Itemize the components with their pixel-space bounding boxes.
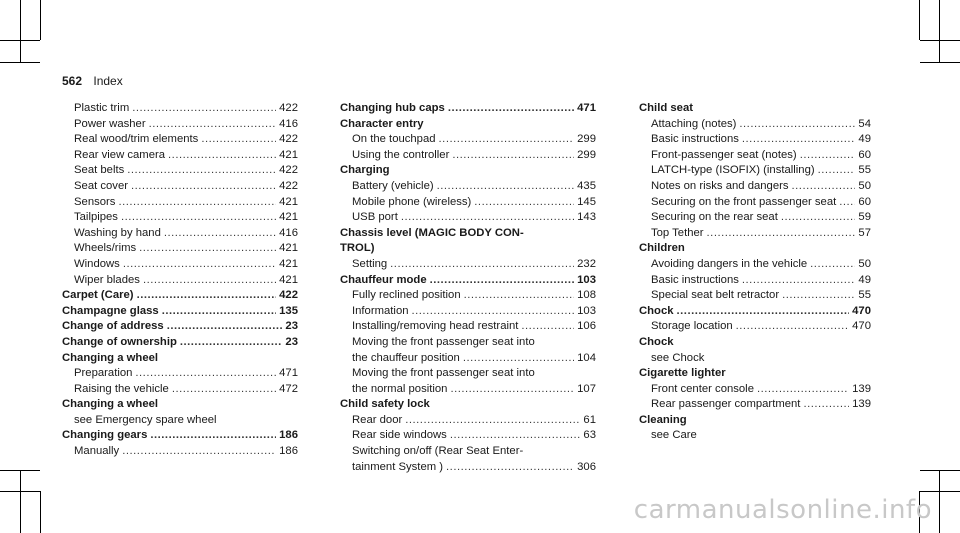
index-heading: Charging — [340, 164, 390, 177]
dot-leader — [452, 148, 574, 164]
dot-leader — [137, 288, 277, 304]
page-reference[interactable]: 139 — [852, 382, 871, 395]
index-subentry[interactable] — [340, 413, 596, 429]
index-subentry-line: Moving the front passenger seat into — [352, 367, 535, 380]
entry-label: Front-passenger seat (notes) — [651, 148, 797, 161]
dot-leader — [800, 148, 856, 164]
entry-label: Change of address — [62, 320, 164, 333]
dot-leader — [677, 304, 850, 320]
page-reference[interactable]: 145 — [577, 195, 596, 208]
dot-leader — [405, 413, 580, 429]
crop-mark — [0, 62, 40, 63]
page-reference[interactable]: 135 — [279, 304, 298, 317]
page-reference[interactable]: 103 — [577, 273, 596, 286]
index-heading-entry[interactable] — [62, 428, 298, 444]
page-reference[interactable]: 108 — [577, 289, 596, 302]
dot-leader — [439, 132, 575, 148]
index-subentry[interactable] — [340, 288, 596, 304]
index-subentry[interactable] — [340, 351, 596, 367]
page-reference[interactable]: 422 — [279, 289, 298, 302]
dot-leader — [839, 195, 855, 211]
dot-leader — [464, 288, 575, 304]
page-reference[interactable]: 416 — [279, 226, 298, 239]
entry-label: Rear view camera — [74, 148, 166, 161]
index-subentry[interactable] — [340, 132, 596, 148]
page-reference[interactable]: 106 — [577, 320, 596, 333]
entry-label: Chock — [639, 304, 674, 317]
entry-label: Attaching (notes) — [651, 117, 737, 130]
entry-label: Wiper blades — [74, 273, 140, 286]
dot-leader — [742, 273, 856, 289]
dot-leader — [781, 210, 856, 226]
dot-leader — [818, 163, 856, 179]
index-subentry[interactable] — [62, 163, 298, 179]
dot-leader — [123, 257, 276, 273]
dot-leader — [149, 117, 277, 133]
page-reference[interactable]: 63 — [583, 429, 596, 442]
entry-label: Seat belts — [74, 164, 125, 177]
dot-leader — [127, 163, 276, 179]
dot-leader — [131, 179, 276, 195]
index-subentry[interactable] — [340, 382, 596, 398]
see-reference[interactable]: see Emergency spare wheel — [74, 413, 217, 426]
crop-mark — [919, 0, 920, 40]
page-reference[interactable]: 49 — [858, 133, 871, 146]
index-heading: TROL) — [340, 242, 375, 255]
index-subentry-line: Switching on/off (Rear Seat Enter- — [352, 445, 524, 458]
dot-leader — [139, 241, 276, 257]
page-reference[interactable]: 421 — [279, 242, 298, 255]
index-subentry[interactable] — [62, 273, 298, 289]
dot-leader — [437, 179, 575, 195]
index-subentry[interactable] — [340, 195, 596, 211]
page-reference[interactable]: 306 — [577, 460, 596, 473]
entry-label: Mobile phone (wireless) — [352, 195, 472, 208]
index-heading: Cleaning — [639, 413, 687, 426]
dot-leader — [122, 444, 276, 460]
index-subentry[interactable] — [62, 179, 298, 195]
page-reference[interactable]: 60 — [858, 195, 871, 208]
dot-leader — [521, 319, 574, 335]
dot-leader — [167, 319, 283, 335]
index-heading-entry[interactable] — [62, 335, 298, 351]
page-reference[interactable]: 143 — [577, 211, 596, 224]
dot-leader — [390, 257, 574, 273]
entry-label: Securing on the front passenger seat — [651, 195, 837, 208]
entry-label: Manually — [74, 445, 120, 458]
crop-mark — [920, 62, 960, 63]
page-reference[interactable]: 435 — [577, 179, 596, 192]
page-reference[interactable]: 55 — [858, 289, 871, 302]
page-reference[interactable]: 59 — [858, 211, 871, 224]
entry-label: Battery (vehicle) — [352, 179, 434, 192]
entry-label: Front center console — [651, 382, 754, 395]
page-reference[interactable]: 421 — [279, 148, 298, 161]
index-heading-entry[interactable] — [340, 273, 596, 289]
crop-mark — [939, 470, 940, 533]
page-reference[interactable]: 49 — [858, 273, 871, 286]
entry-label: Champagne glass — [62, 304, 159, 317]
entry-label: Wheels/rims — [74, 242, 137, 255]
page-reference[interactable]: 470 — [852, 304, 871, 317]
dot-leader — [450, 382, 574, 398]
dot-leader — [180, 335, 283, 351]
entry-label: tainment System ) — [352, 460, 444, 473]
index-subentry[interactable] — [340, 319, 596, 335]
crop-mark — [20, 470, 21, 533]
entry-label: Seat cover — [74, 179, 129, 192]
index-subentry[interactable] — [340, 179, 596, 195]
dot-leader — [164, 226, 276, 242]
dot-leader — [412, 304, 575, 320]
entry-label: Changing hub caps — [340, 102, 445, 114]
dot-leader — [401, 210, 574, 226]
entry-label: Power washer — [74, 117, 146, 130]
page-reference[interactable]: 421 — [279, 211, 298, 224]
entry-label: Raising the vehicle — [74, 382, 169, 395]
entry-label: Fully reclined position — [352, 289, 461, 302]
entry-label: Windows — [74, 257, 120, 270]
entry-label: Carpet (Care) — [62, 289, 134, 302]
page-reference[interactable]: 139 — [852, 398, 871, 411]
index-subentry[interactable] — [62, 132, 298, 148]
dot-leader — [118, 195, 276, 211]
index-subentry[interactable] — [639, 210, 871, 226]
index-subentry[interactable] — [639, 163, 871, 179]
dot-leader — [757, 382, 849, 398]
index-column-3 — [639, 101, 871, 444]
index-subentry[interactable] — [62, 226, 298, 242]
index-subentry[interactable] — [62, 241, 298, 257]
entry-label: Installing/removing head restraint — [352, 320, 519, 333]
page-reference[interactable]: 422 — [279, 102, 298, 114]
page-reference[interactable]: 23 — [285, 320, 298, 333]
dot-leader — [150, 428, 276, 444]
entry-label: Real wood/trim elements — [74, 133, 199, 146]
entry-label: Change of ownership — [62, 335, 177, 348]
index-heading-entry[interactable] — [639, 304, 871, 320]
index-subentry[interactable] — [340, 148, 596, 164]
page-reference[interactable]: 421 — [279, 257, 298, 270]
dot-leader — [742, 132, 856, 148]
dot-leader — [707, 226, 856, 242]
dot-leader — [168, 148, 276, 164]
dot-leader — [463, 351, 574, 367]
entry-label: Plastic trim — [74, 102, 130, 114]
entry-label: Securing on the rear seat — [651, 211, 778, 224]
page-reference[interactable]: 299 — [577, 148, 596, 161]
entry-label: Rear passenger compartment — [651, 398, 801, 411]
page-header — [62, 74, 123, 88]
index-subentry[interactable] — [639, 273, 871, 289]
entry-label: Changing gears — [62, 429, 148, 442]
page-reference[interactable]: 186 — [279, 429, 298, 442]
entry-label: Tailpipes — [74, 211, 118, 224]
index-heading: Children — [639, 242, 685, 255]
dot-leader — [132, 101, 276, 117]
index-column-1 — [62, 101, 298, 460]
index-subentry[interactable] — [340, 210, 596, 226]
see-reference[interactable]: see Chock — [651, 351, 705, 364]
dot-leader — [803, 397, 849, 413]
dot-leader — [782, 288, 855, 304]
entry-label: the normal position — [352, 382, 448, 395]
page-number: 562 — [62, 74, 83, 88]
index-subentry[interactable] — [639, 397, 871, 413]
index-subentry[interactable] — [639, 288, 871, 304]
entry-label: LATCH-type (ISOFIX) (installing) — [651, 164, 815, 177]
page-reference[interactable]: 470 — [852, 320, 871, 333]
index-subentry[interactable] — [639, 319, 871, 335]
see-reference[interactable]: see Care — [651, 429, 697, 442]
page-reference[interactable]: 54 — [858, 117, 871, 130]
page-reference[interactable]: 186 — [279, 445, 298, 458]
entry-label: Rear door — [352, 413, 403, 426]
index-subentry[interactable] — [639, 382, 871, 398]
dot-leader — [739, 117, 855, 133]
dot-leader — [143, 273, 276, 289]
index-heading: Chassis level (MAGIC BODY CON- — [340, 226, 524, 239]
index-heading: Changing a wheel — [62, 351, 159, 364]
page-reference[interactable]: 421 — [279, 195, 298, 208]
index-subentry[interactable] — [62, 148, 298, 164]
entry-label: On the touchpad — [352, 133, 436, 146]
index-subentry[interactable] — [639, 117, 871, 133]
page-reference[interactable]: 23 — [285, 335, 298, 348]
crop-mark — [20, 0, 21, 62]
page-reference[interactable]: 57 — [858, 226, 871, 239]
index-subentry[interactable] — [639, 148, 871, 164]
crop-mark — [40, 0, 41, 40]
dot-leader — [736, 319, 849, 335]
index-column-2 — [340, 101, 596, 475]
dot-leader — [162, 304, 276, 320]
index-subentry[interactable] — [639, 226, 871, 242]
page-reference[interactable]: 61 — [583, 413, 596, 426]
page-reference[interactable]: 471 — [279, 367, 298, 380]
index-subentry[interactable] — [62, 366, 298, 382]
index-subentry[interactable] — [340, 304, 596, 320]
dot-leader — [121, 210, 276, 226]
crop-mark — [0, 470, 40, 471]
section-title: Index — [93, 74, 123, 88]
crop-mark — [920, 40, 960, 41]
index-subentry[interactable] — [340, 257, 596, 273]
page-reference[interactable]: 55 — [858, 164, 871, 177]
entry-label: Storage location — [651, 320, 733, 333]
dot-leader — [448, 101, 574, 117]
page-reference[interactable]: 232 — [577, 257, 596, 270]
entry-label: Basic instructions — [651, 273, 739, 286]
index-heading-entry[interactable] — [62, 319, 298, 335]
index-subentry[interactable] — [62, 210, 298, 226]
crop-mark — [40, 491, 41, 533]
crop-mark — [920, 491, 960, 492]
dot-leader — [135, 366, 276, 382]
entry-label: Special seat belt retractor — [651, 289, 780, 302]
index-subentry[interactable] — [62, 444, 298, 460]
index-subentry-line: Moving the front passenger seat into — [352, 335, 535, 348]
page-reference[interactable]: 107 — [577, 382, 596, 395]
page-reference[interactable]: 471 — [577, 102, 596, 114]
index-heading: Child seat — [639, 102, 693, 114]
dot-leader — [446, 460, 574, 476]
index-heading: Child safety lock — [340, 398, 430, 411]
index-subentry[interactable] — [62, 117, 298, 133]
watermark: carmanualsonline.info — [633, 495, 932, 525]
entry-label: Basic instructions — [651, 133, 739, 146]
crop-mark — [920, 470, 960, 471]
index-subentry[interactable] — [639, 132, 871, 148]
dot-leader — [450, 428, 581, 444]
page-reference[interactable]: 103 — [577, 304, 596, 317]
page-reference[interactable]: 472 — [279, 382, 298, 395]
entry-label: Washing by hand — [74, 226, 161, 239]
page-reference[interactable]: 104 — [577, 351, 596, 364]
index-heading-entry[interactable] — [340, 101, 596, 117]
index-heading-entry[interactable] — [62, 288, 298, 304]
index-subentry[interactable] — [639, 179, 871, 195]
entry-label: Top Tether — [651, 226, 704, 239]
index-subentry[interactable] — [62, 257, 298, 273]
page-reference[interactable]: 50 — [858, 179, 871, 192]
page-reference[interactable]: 422 — [279, 179, 298, 192]
index-subentry[interactable] — [62, 382, 298, 398]
entry-label: USB port — [352, 211, 398, 224]
index-subentry[interactable] — [639, 257, 871, 273]
index-heading: Cigarette lighter — [639, 367, 726, 380]
page-reference[interactable]: 416 — [279, 117, 298, 130]
entry-label: Avoiding dangers in the vehicle — [651, 257, 808, 270]
dot-leader — [430, 273, 575, 289]
entry-label: Setting — [352, 257, 388, 270]
page-reference[interactable]: 422 — [279, 133, 298, 146]
index-subentry[interactable] — [639, 195, 871, 211]
dot-leader — [810, 257, 855, 273]
entry-label: Information — [352, 304, 409, 317]
index-heading-entry[interactable] — [62, 304, 298, 320]
index-heading: Changing a wheel — [62, 398, 159, 411]
entry-label: Sensors — [74, 195, 116, 208]
page-reference[interactable]: 50 — [858, 257, 871, 270]
dot-leader — [792, 179, 856, 195]
page-reference[interactable]: 299 — [577, 133, 596, 146]
page-reference[interactable]: 422 — [279, 164, 298, 177]
index-heading: Character entry — [340, 117, 424, 130]
index-subentry[interactable] — [62, 101, 298, 117]
entry-label: the chauffeur position — [352, 351, 460, 364]
entry-label: Using the controller — [352, 148, 450, 161]
entry-label: Rear side windows — [352, 429, 447, 442]
index-heading: Chock — [639, 335, 674, 348]
entry-label: Notes on risks and dangers — [651, 179, 789, 192]
entry-label: Chauffeur mode — [340, 273, 427, 286]
dot-leader — [201, 132, 276, 148]
crop-mark — [939, 0, 940, 62]
index-subentry[interactable] — [340, 460, 596, 476]
entry-label: Preparation — [74, 367, 133, 380]
dot-leader — [172, 382, 276, 398]
dot-leader — [474, 195, 574, 211]
page-reference[interactable]: 60 — [858, 148, 871, 161]
index-subentry[interactable] — [62, 195, 298, 211]
page-reference[interactable]: 421 — [279, 273, 298, 286]
index-subentry[interactable] — [340, 428, 596, 444]
